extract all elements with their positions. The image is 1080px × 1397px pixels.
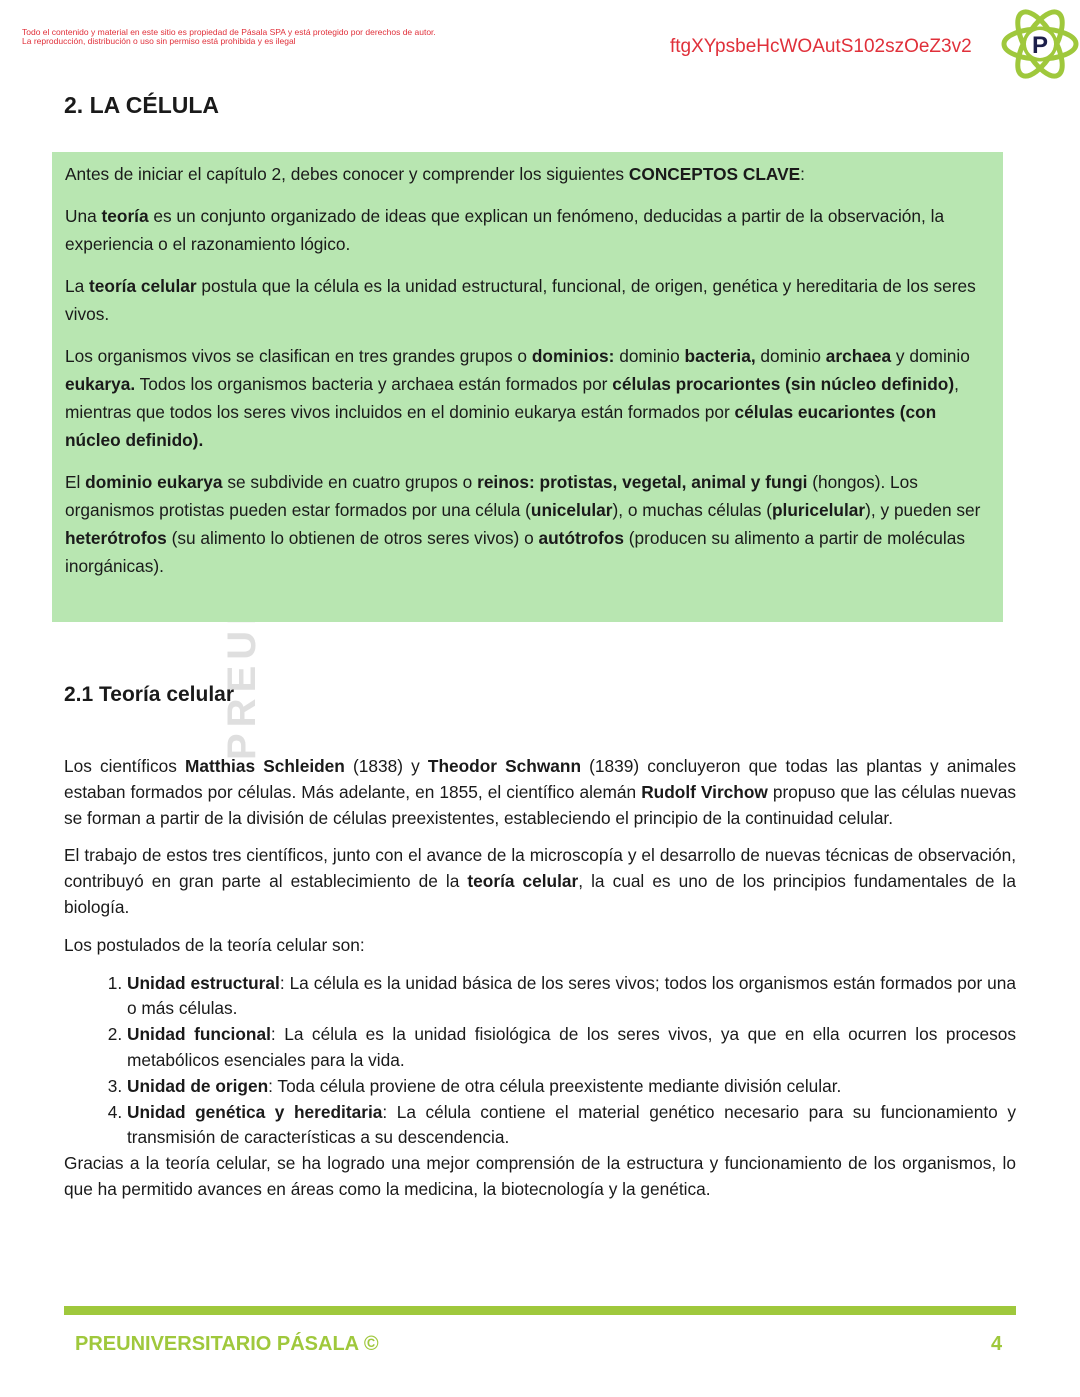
- chapter-title: 2. LA CÉLULA: [64, 92, 220, 118]
- text: Los científicos: [64, 756, 185, 776]
- text: , la cual es uno de los principios fundamentales de la biología.: [64, 871, 1017, 917]
- postulate-item: [127, 971, 1016, 1023]
- bold-text: Rudolf Virchow: [641, 781, 768, 802]
- bold-text: archaea: [825, 346, 892, 366]
- bold-text: teoría: [101, 206, 149, 226]
- bold-text: autótrofos: [538, 528, 624, 548]
- text: postula que la célula es la unidad estructural, funcional, de origen, genética y hereditaria de los seres vivos.: [65, 276, 976, 324]
- bold-text: células procariontes (sin núcleo definido): [612, 374, 955, 394]
- concept-paragraph: [65, 468, 989, 580]
- copyright-notice: [22, 28, 436, 46]
- text: (producen su alimento a partir de moléculas inorgánicas).: [65, 528, 965, 576]
- text: Una: [65, 206, 102, 226]
- text: : La célula es la unidad básica de los seres vivos; todos los organismos están formados por una o más células.: [127, 972, 1017, 1019]
- postulate-item: [127, 1022, 1016, 1074]
- bold-text: eukarya.: [65, 374, 136, 394]
- postulate-item: [127, 1074, 1016, 1100]
- notice-line-2: La reproducción, distribución o uso sin permiso está prohibida y es ilegal: [22, 36, 296, 46]
- postulate-item: [127, 1100, 1016, 1152]
- text: El trabajo de estos tres científicos, junto con el avance de la microscopía y el desarrollo de nuevas técnicas de observación, contribuyó en gran parte al establecimiento de la: [64, 845, 1016, 892]
- bold-text: Unidad funcional: [127, 1024, 271, 1045]
- text: : La célula contiene el material genético necesario para su funcionamiento y transmisión de características a su descendencia.: [127, 1101, 1016, 1148]
- text: Gracias a la teoría celular, se ha logrado una mejor comprensión de la estructura y funcionamiento de los organismos, lo que ha permitido avances en áreas como la medicina, la biotecnología y la genética.: [64, 1153, 1016, 1199]
- bold-text: Unidad de origen: [127, 1075, 269, 1096]
- text: La: [65, 276, 90, 296]
- bold-text: teoría celular: [467, 871, 579, 892]
- text: (su alimento lo obtienen de otros seres vivos) o: [166, 528, 539, 548]
- text: (hongos). Los organismos protistas pueden estar formados por una célula (: [65, 472, 918, 520]
- notice-line-1: Todo el contenido y material en este sitio es propiedad de Pásala SPA y está protegido por derechos de autor.: [22, 27, 436, 37]
- concept-paragraph: [65, 160, 989, 188]
- text: El: [65, 472, 86, 492]
- document-code: ftgXYpsbeHcWOAutS102szOeZ3v2: [670, 36, 972, 57]
- text: y dominio: [891, 346, 970, 366]
- text: es un conjunto organizado de ideas que explican un fenómeno, deducidas a partir de la observación, la experiencia o el razonamiento lógico.: [65, 206, 945, 254]
- footer-brand: PREUNIVERSITARIO PÁSALA ©: [75, 1333, 379, 1355]
- text: ), y pueden ser: [865, 500, 981, 520]
- paragraph: [64, 754, 1016, 831]
- concept-paragraph: [65, 272, 989, 328]
- key-concepts-box: [52, 152, 1003, 622]
- bold-text: dominio eukarya: [85, 472, 223, 492]
- text: Antes de iniciar el capítulo 2, debes conocer y comprender los siguientes: [65, 164, 629, 184]
- bold-text: Unidad genética y hereditaria: [127, 1101, 383, 1122]
- bold-text: heterótrofos: [65, 528, 167, 548]
- text: :: [800, 164, 805, 184]
- section-body: [64, 754, 1016, 1203]
- paragraph: [64, 933, 1016, 959]
- text: Los postulados de la teoría celular son:: [64, 934, 365, 955]
- text: Los organismos vivos se clasifican en tres grandes grupos o: [65, 346, 532, 366]
- bold-text: bacteria,: [684, 346, 756, 366]
- bold-text: Unidad estructural: [127, 972, 280, 993]
- text: , mientras que todos los seres vivos incluidos en el dominio eukarya están formados por: [65, 374, 959, 422]
- text: (1838) y: [344, 756, 428, 776]
- section-title: 2.1 Teoría celular: [64, 683, 235, 706]
- text: dominio: [614, 346, 685, 366]
- bold-text: teoría celular: [89, 276, 197, 296]
- bold-text: unicelular: [530, 500, 613, 520]
- text: dominio: [755, 346, 826, 366]
- bold-text: Theodor Schwann: [427, 756, 582, 776]
- postulates-list: [64, 971, 1016, 1152]
- svg-text:P: P: [1031, 32, 1049, 59]
- text: ), o muchas células (: [612, 500, 772, 520]
- text: (1839) concluyeron que todas las plantas y animales estaban formados por células. Más adelante, en 1855, el científico alemán: [64, 756, 1017, 802]
- concept-paragraph: [65, 342, 989, 454]
- footer-rule: [64, 1306, 1016, 1315]
- text: : La célula es la unidad fisiológica de los seres vivos, ya que en ella ocurren los procesos metabólicos esenciales para la vida.: [127, 1024, 1016, 1070]
- paragraph: [64, 843, 1016, 920]
- text: : Toda célula proviene de otra célula preexistente mediante división celular.: [268, 1075, 842, 1096]
- bold-text: pluricelular: [771, 500, 866, 520]
- bold-text: CONCEPTOS CLAVE: [628, 164, 801, 184]
- concept-paragraph: [65, 202, 989, 258]
- text: propuso que las células nuevas se forman a partir de la división de células preexistentes, estableciendo el principio de la continuidad celular.: [64, 781, 1016, 828]
- bold-text: Matthias Schleiden: [184, 756, 345, 776]
- text: Todos los organismos bacteria y archaea están formados por: [135, 374, 613, 394]
- bold-text: reinos: protistas, vegetal, animal y fungi: [477, 472, 808, 492]
- text: se subdivide en cuatro grupos o: [222, 472, 478, 492]
- pasala-logo-icon: [1000, 4, 1080, 84]
- bold-text: células eucariontes (con núcleo definido).: [65, 402, 937, 450]
- closing-paragraph: [64, 1151, 1016, 1203]
- page-number: 4: [991, 1333, 1003, 1355]
- bold-text: dominios:: [531, 346, 615, 366]
